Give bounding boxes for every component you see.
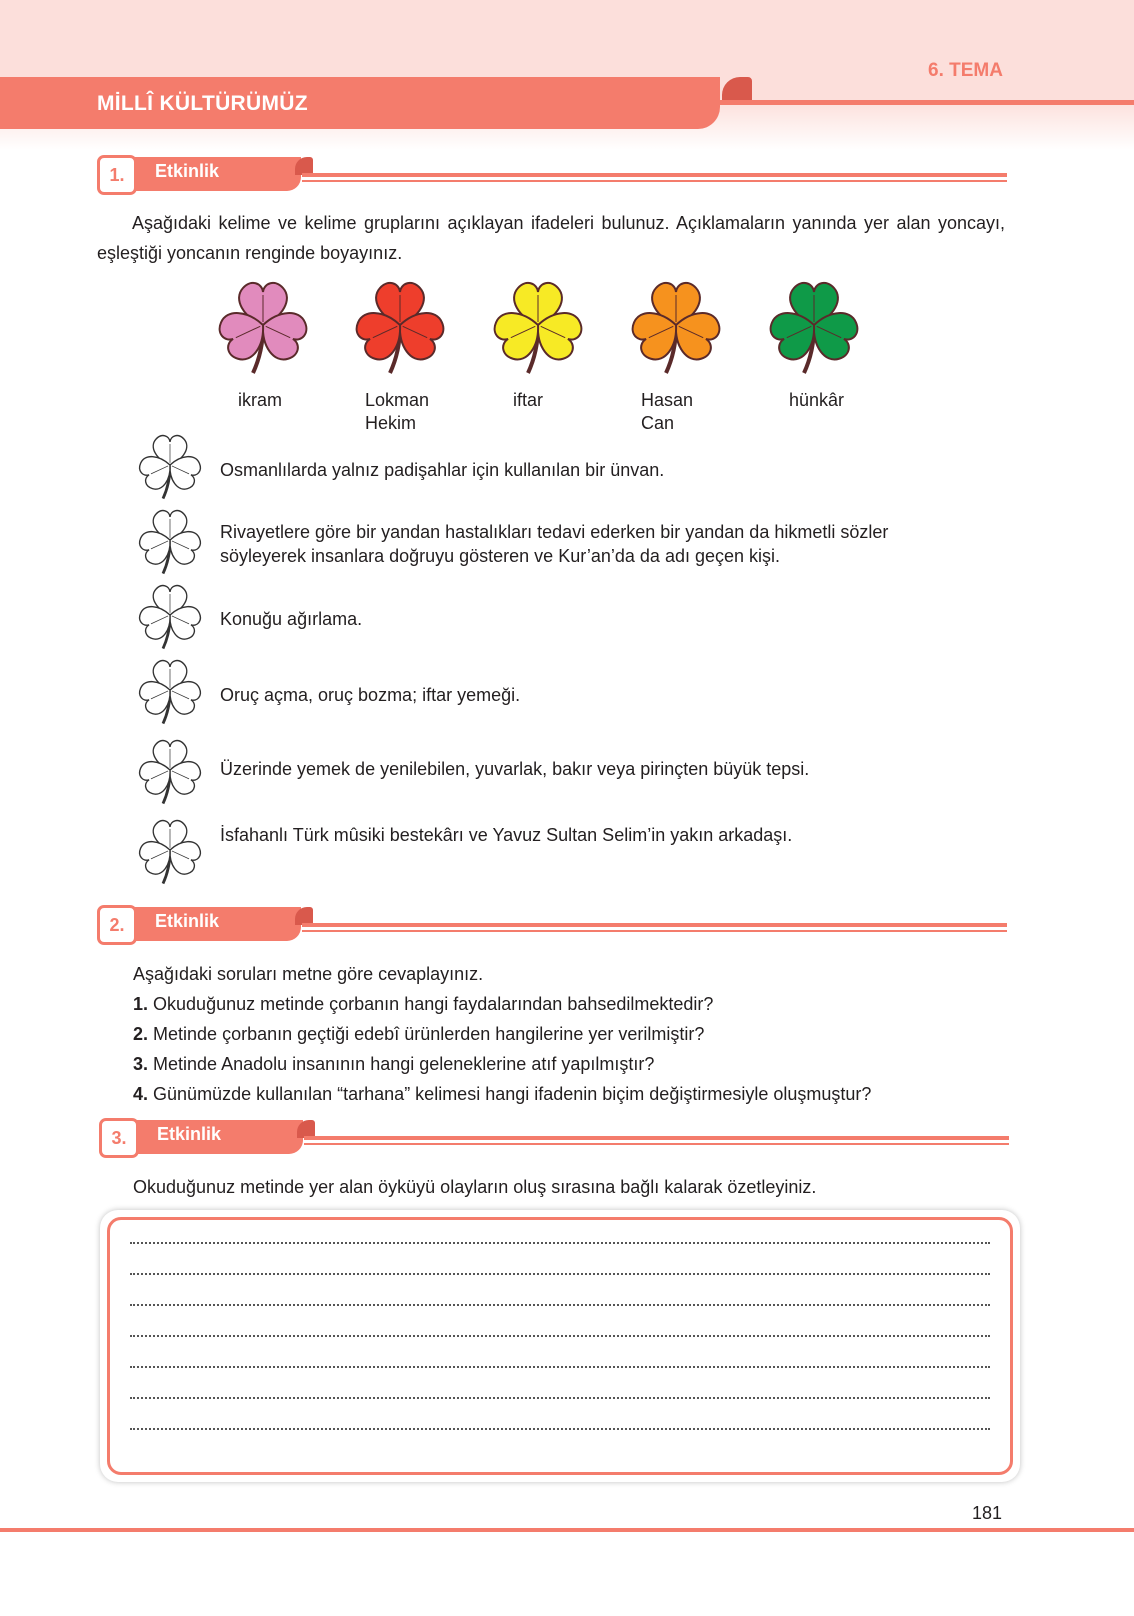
unit-title: MİLLÎ KÜLTÜRÜMÜZ bbox=[97, 92, 308, 115]
answer-line[interactable] bbox=[130, 1335, 990, 1337]
question-number: 3. bbox=[133, 1054, 149, 1074]
blank-clover-icon[interactable] bbox=[135, 735, 205, 805]
blank-clover-icon[interactable] bbox=[135, 815, 205, 885]
activity-1-header bbox=[97, 155, 1007, 195]
question-text: Metinde çorbanın geçtiği edebî ürünlerden hangilerine yer verilmiştir? bbox=[153, 1024, 705, 1044]
question-text: Metinde Anadolu insanının hangi geleneklerine atıf yapılmıştır? bbox=[153, 1054, 655, 1074]
question-item bbox=[133, 1024, 704, 1045]
definition-text: İsfahanlı Türk mûsiki bestekârı ve Yavuz Sultan Selim’in yakın arkadaşı. bbox=[220, 825, 793, 845]
answer-line[interactable] bbox=[130, 1304, 990, 1306]
activity-label: Etkinlik bbox=[157, 1124, 222, 1144]
question-item bbox=[133, 1054, 654, 1075]
activity-number: 2. bbox=[97, 905, 137, 945]
clover-icon-hasan bbox=[626, 275, 726, 375]
blank-clover-icon[interactable] bbox=[135, 655, 205, 725]
answer-line[interactable] bbox=[130, 1242, 990, 1244]
blank-clover-icon[interactable] bbox=[135, 505, 205, 575]
clover-label bbox=[238, 389, 282, 412]
question-number: 2. bbox=[133, 1024, 149, 1044]
question-text: Okuduğunuz metinde çorbanın hangi faydalarından bahsedilmektedir? bbox=[153, 994, 714, 1014]
theme-label: 6. TEMA bbox=[928, 60, 1003, 81]
clover-label-line: Hekim bbox=[365, 413, 417, 433]
question-number: 1. bbox=[133, 994, 149, 1014]
clover-icon-lokman bbox=[350, 275, 450, 375]
clover-icon-ikram bbox=[213, 275, 313, 375]
question-text: Günümüzde kullanılan “tarhana” kelimesi hangi ifadenin biçim değiştirmesiyle oluşmuştur? bbox=[153, 1084, 872, 1104]
definition-text: Osmanlılarda yalnız padişahlar için kullanılan bir ünvan. bbox=[220, 460, 665, 480]
activity-number: 1. bbox=[97, 155, 137, 195]
clover-label bbox=[789, 389, 844, 412]
answer-box[interactable] bbox=[100, 1210, 1020, 1482]
activity-1-instruction: Aşağıdaki kelime ve kelime gruplarını açıklayan ifadeleri bulunuz. Açıklamaların yanında yer alan yoncayı, eşleştiği yoncanın renginde boyayınız. bbox=[97, 213, 1005, 263]
activity-3-instruction: Okuduğunuz metinde yer alan öyküyü olayların oluş sırasına bağlı kalarak özetleyiniz. bbox=[133, 1177, 817, 1197]
definition-text: Konuğu ağırlama. bbox=[220, 609, 363, 629]
activity-2-header bbox=[97, 905, 1007, 945]
activity-3-header bbox=[99, 1118, 1009, 1158]
question-item bbox=[133, 1084, 871, 1105]
definition-text: Üzerinde yemek de yenilebilen, yuvarlak, bakır veya pirinçten büyük tepsi. bbox=[220, 759, 810, 779]
clover-label-line: Lokman bbox=[365, 390, 430, 410]
clover-label-line: iftar bbox=[513, 390, 544, 410]
answer-line[interactable] bbox=[130, 1428, 990, 1430]
clover-label bbox=[641, 389, 693, 435]
clover-icon-iftar bbox=[488, 275, 588, 375]
clover-label-line: Hasan bbox=[641, 390, 694, 410]
footer-line bbox=[0, 1528, 1134, 1532]
clover-label-line: hünkâr bbox=[789, 390, 845, 410]
answer-line[interactable] bbox=[130, 1273, 990, 1275]
answer-line[interactable] bbox=[130, 1366, 990, 1368]
blank-clover-icon[interactable] bbox=[135, 430, 205, 500]
clover-label bbox=[365, 389, 429, 435]
definition-text: Rivayetlere göre bir yandan hastalıkları tedavi ederken bir yandan da hikmetli sözler söyleyerek insanlara doğruyu gösteren ve Kur’an’da da adı geçen kişi. bbox=[220, 522, 889, 566]
page-number: 181 bbox=[972, 1503, 1003, 1523]
clover-icon-hünkâr bbox=[764, 275, 864, 375]
answer-line[interactable] bbox=[130, 1397, 990, 1399]
header-line bbox=[718, 100, 1134, 105]
activity-label: Etkinlik bbox=[155, 161, 220, 181]
clover-label-line: ikram bbox=[238, 390, 282, 410]
question-item bbox=[133, 994, 713, 1015]
blank-clover-icon[interactable] bbox=[135, 580, 205, 650]
definition-text: Oruç açma, oruç bozma; iftar yemeği. bbox=[220, 685, 521, 705]
activity-2-instruction: Aşağıdaki soruları metne göre cevaplayınız. bbox=[133, 964, 484, 984]
activity-label: Etkinlik bbox=[155, 911, 220, 931]
clover-label-line: Can bbox=[641, 413, 675, 433]
question-number: 4. bbox=[133, 1084, 149, 1104]
clover-label bbox=[513, 389, 543, 412]
activity-number: 3. bbox=[99, 1118, 139, 1158]
